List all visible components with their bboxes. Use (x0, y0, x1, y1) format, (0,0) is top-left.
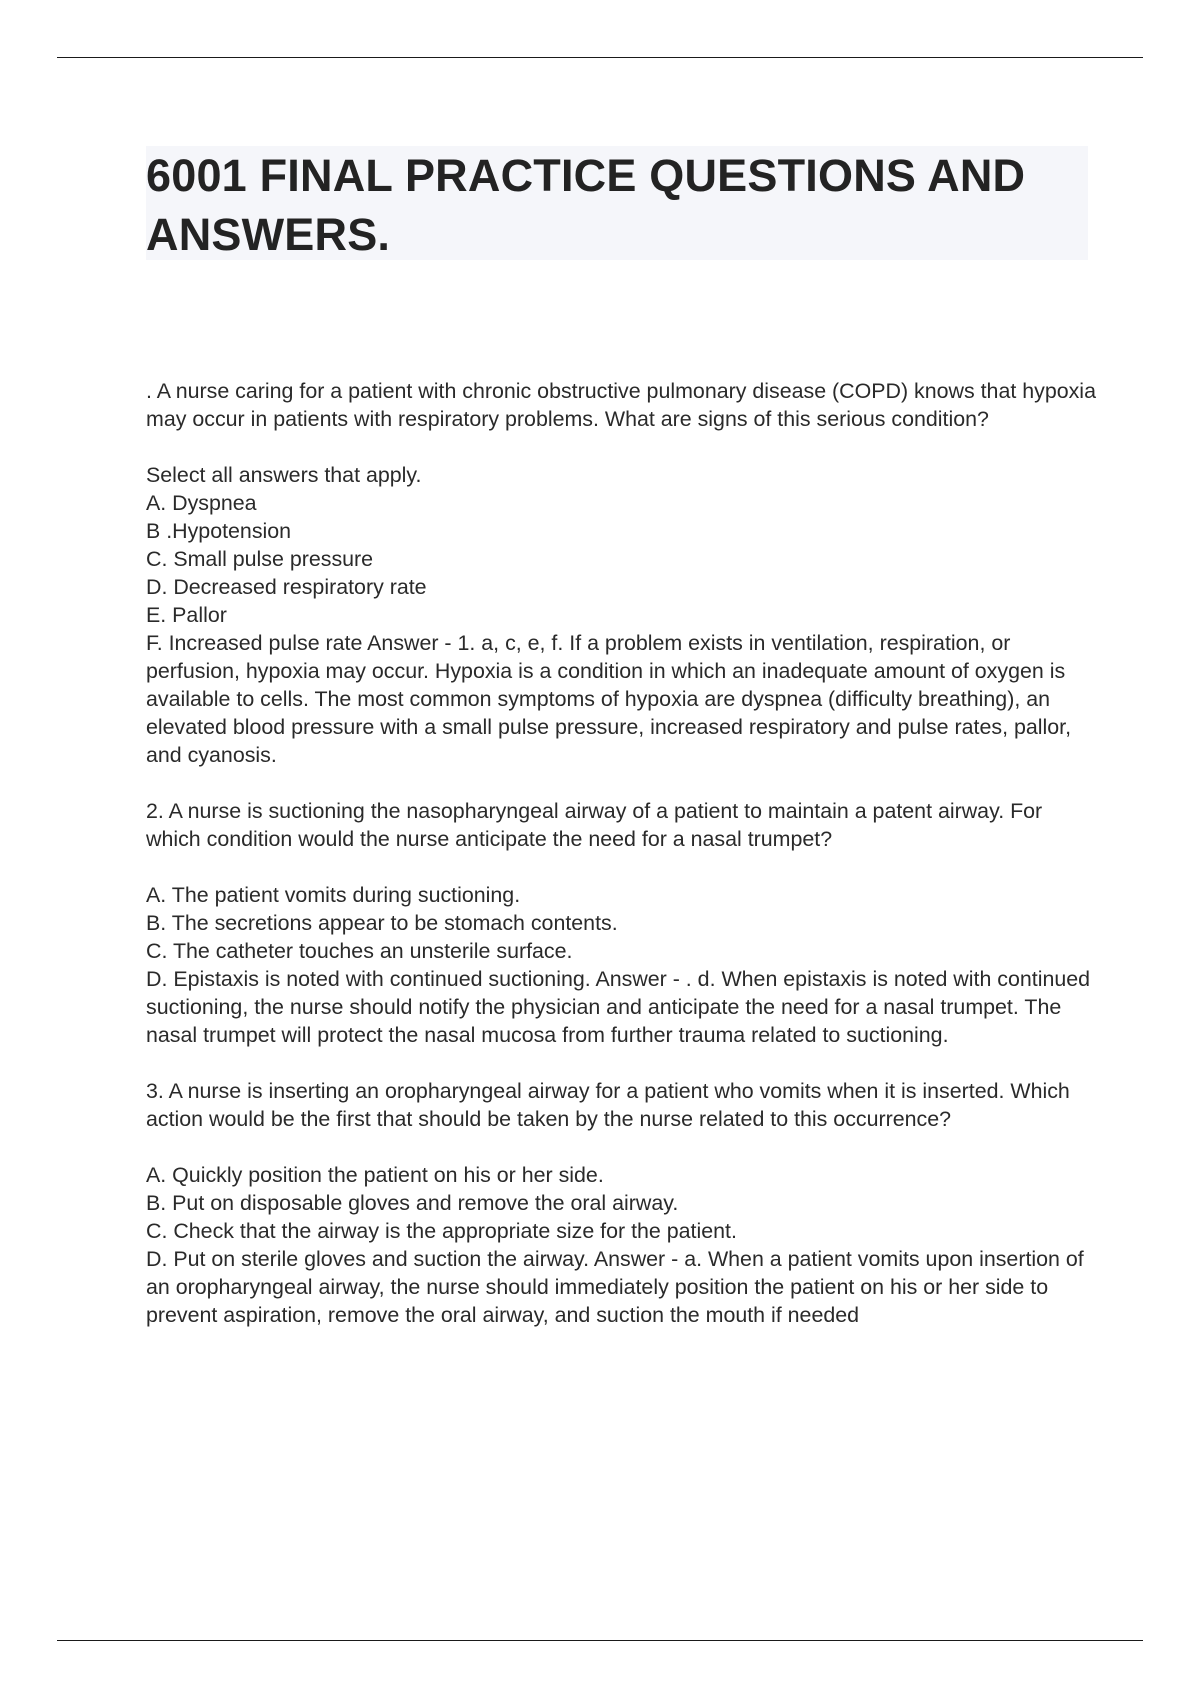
question-3 (146, 1077, 1096, 1329)
question-1-answer: F. Increased pulse rate Answer - 1. a, c, e, f. If a problem exists in ventilation, respiration, or perfusion, hypoxia may occur. Hypoxia is a condition in which an inadequate amount of oxygen is available to cells. The most common symptoms of hypoxia are dyspnea (difficulty breathing), an elevated blood pressure with a small pulse pressure, increased respiratory and pulse rates, pallor, and cyanosis. (146, 631, 1072, 767)
question-1 (146, 377, 1096, 769)
question-1-option-c: C. Small pulse pressure (146, 547, 374, 571)
top-rule (57, 57, 1143, 58)
question-2-option-a: A. The patient vomits during suctioning. (146, 883, 521, 907)
question-3-option-c: C. Check that the airway is the appropriate size for the patient. (146, 1219, 737, 1243)
question-3-option-a: A. Quickly position the patient on his or her side. (146, 1163, 604, 1187)
question-2-option-c: C. The catheter touches an unsterile surface. (146, 939, 573, 963)
bottom-rule (57, 1640, 1143, 1641)
question-1-option-d: D. Decreased respiratory rate (146, 575, 427, 599)
question-1-stem: . A nurse caring for a patient with chronic obstructive pulmonary disease (COPD) knows that hypoxia may occur in patients with respiratory problems. What are signs of this serious condition? (146, 379, 1096, 431)
question-1-instruction: Select all answers that apply. (146, 463, 422, 487)
question-1-option-e: E. Pallor (146, 603, 227, 627)
question-3-stem: 3. A nurse is inserting an oropharyngeal airway for a patient who vomits when it is inserted. Which action would be the first that should be taken by the nurse related to this occurrence? (146, 1079, 1070, 1131)
question-1-option-b: B .Hypotension (146, 519, 292, 543)
question-3-answer: D. Put on sterile gloves and suction the airway. Answer - a. When a patient vomits upon insertion of an oropharyngeal airway, the nurse should immediately position the patient on his or her side to prevent aspiration, remove the oral airway, and suction the mouth if needed (146, 1247, 1084, 1327)
question-2-option-b: B. The secretions appear to be stomach contents. (146, 911, 618, 935)
document-body (146, 377, 1096, 1329)
question-2 (146, 797, 1096, 1049)
question-1-option-a: A. Dyspnea (146, 491, 257, 515)
document-title: 6001 FINAL PRACTICE QUESTIONS AND ANSWERS. (146, 150, 1026, 260)
title-block (146, 146, 1088, 260)
question-3-option-b: B. Put on disposable gloves and remove the oral airway. (146, 1191, 679, 1215)
question-2-stem: 2. A nurse is suctioning the nasopharyngeal airway of a patient to maintain a patent airway. For which condition would the nurse anticipate the need for a nasal trumpet? (146, 799, 1043, 851)
question-2-answer: D. Epistaxis is noted with continued suctioning. Answer - . d. When epistaxis is noted with continued suctioning, the nurse should notify the physician and anticipate the need for a nasal trumpet. The nasal trumpet will protect the nasal mucosa from further trauma related to suctioning. (146, 967, 1091, 1047)
